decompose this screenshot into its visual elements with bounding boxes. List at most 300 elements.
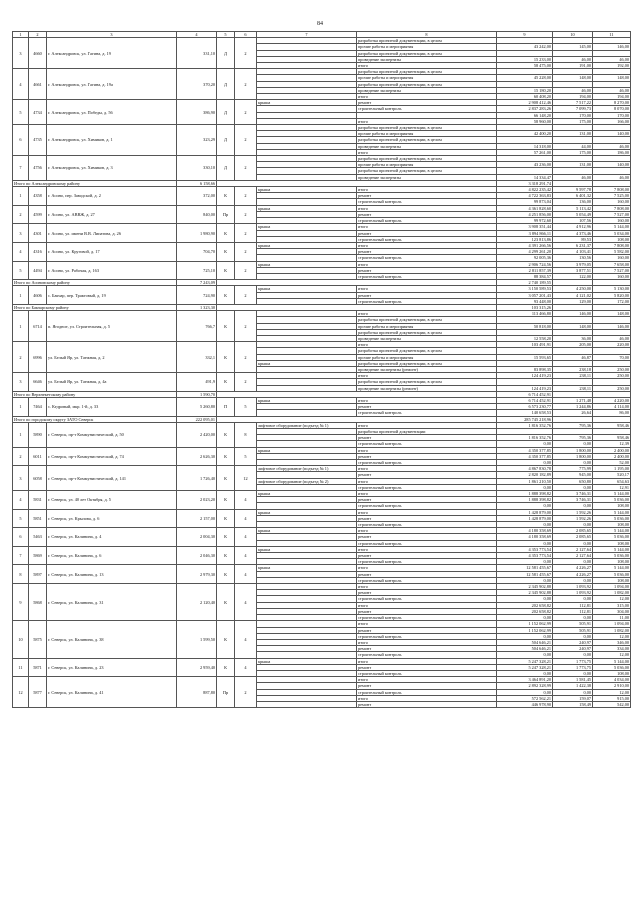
- floor-count: 2: [235, 311, 257, 342]
- work-type: итого: [357, 478, 497, 484]
- cost-value: 93 448,00: [497, 298, 553, 304]
- unit-cost-value: 1 093,92: [553, 584, 593, 590]
- work-element: крыша: [257, 528, 357, 534]
- cost-value: 4 722 363,83: [497, 193, 553, 199]
- wall-material: Пр: [217, 205, 235, 224]
- limit-cost-value: 12,91: [593, 484, 631, 490]
- cost-value: 0,00: [497, 503, 553, 509]
- work-type: итого: [357, 466, 497, 472]
- limit-cost-value: 170,00: [593, 112, 631, 118]
- limit-cost-value: 5 820,00: [593, 292, 631, 298]
- limit-cost-value: 108,00: [593, 503, 631, 509]
- unit-cost-value: 0,00: [553, 503, 593, 509]
- work-type: строительный контроль: [357, 273, 497, 279]
- limit-cost-value: 4 114,00: [593, 404, 631, 410]
- floor-count: 4: [235, 509, 257, 528]
- unit-cost-value: 1 800,00: [553, 453, 593, 459]
- cost-value: 4 180 358,69: [497, 528, 553, 534]
- house-address: ул. Белый Яр, ул. Таежная, д. 4а: [47, 373, 177, 392]
- unit-cost-value: 9 597,78: [553, 187, 593, 193]
- limit-cost-value: 160,00: [593, 255, 631, 261]
- limit-cost-value: 148,00: [593, 75, 631, 81]
- house-area: 2 004,30: [177, 528, 217, 547]
- unit-cost-value: 0,00: [553, 577, 593, 583]
- cost-value: 2 820 182,89: [497, 472, 553, 478]
- floor-count: 2: [235, 205, 257, 224]
- table-body: [13, 32, 631, 708]
- cost-value: 0,00: [497, 559, 553, 565]
- limit-cost-value: 12,00: [593, 689, 631, 695]
- house-address: с. Кедровый, мкр. 1-й, д. 33: [47, 397, 177, 416]
- house-id: 5890: [29, 422, 47, 447]
- work-type: ремонт: [357, 553, 497, 559]
- unit-cost-value: 4 912,96: [553, 224, 593, 230]
- limit-cost-value: 148,00: [593, 311, 631, 317]
- work-type: строительный контроль: [357, 596, 497, 602]
- unit-cost-value: 238,11: [553, 385, 593, 391]
- house-area: 2 046,30: [177, 546, 217, 565]
- wall-material: К: [217, 528, 235, 547]
- floor-count: 2: [235, 125, 257, 156]
- cost-value: 124 419,23: [497, 385, 553, 391]
- row-number: 9: [13, 584, 29, 621]
- work-element: крыша: [257, 447, 357, 453]
- work-type: ремонт: [357, 571, 497, 577]
- work-element: крыша: [257, 100, 357, 106]
- house-id: 6996: [29, 342, 47, 373]
- subtotal-cost: 103 315,26: [497, 304, 553, 310]
- limit-cost-value: 5 144,00: [593, 509, 631, 515]
- work-type: ремонт: [357, 453, 497, 459]
- limit-cost-value: 160,00: [593, 199, 631, 205]
- house-id: 4316: [29, 242, 47, 261]
- row-number: 3: [13, 38, 29, 69]
- house-address: г. Александровск, ул. Гагина, д. 19: [47, 38, 177, 69]
- unit-cost-value: 136,00: [553, 199, 593, 205]
- wall-material: К: [217, 286, 235, 305]
- work-type: ремонт: [357, 664, 497, 670]
- wall-material: К: [217, 187, 235, 206]
- unit-cost-value: 205,00: [553, 342, 593, 348]
- row-number: 3: [13, 373, 29, 392]
- cost-value: 3 150 589,53: [497, 286, 553, 292]
- cost-value: 446 978,90: [497, 701, 553, 707]
- work-type: итого: [357, 422, 497, 428]
- cost-value: 1 888 398,82: [497, 491, 553, 497]
- work-type: строительный контроль: [357, 218, 497, 224]
- house-id: 5869: [29, 546, 47, 565]
- house-area: 491,9: [177, 373, 217, 392]
- cost-value: 2 345 902,88: [497, 584, 553, 590]
- cost-value: 4 299 261,20: [497, 249, 553, 255]
- unit-cost-value: 5 054,49: [553, 211, 593, 217]
- work-element: крыша: [257, 205, 357, 211]
- cost-value: 6 573 230,77: [497, 404, 553, 410]
- col-header: 8: [357, 32, 497, 38]
- wall-material: Пр: [217, 677, 235, 708]
- work-type: итого: [357, 695, 497, 701]
- cost-value: 14 318,00: [497, 143, 553, 149]
- work-type: строительный контроль: [357, 689, 497, 695]
- house-area: 330,10: [177, 156, 217, 181]
- cost-value: 42 400,20: [497, 131, 553, 137]
- col-header: 4: [177, 32, 217, 38]
- cost-value: 2 811 857,39: [497, 267, 553, 273]
- cost-value: 5 247 328,21: [497, 658, 553, 664]
- cost-value: 4 391 266,56: [497, 242, 553, 248]
- limit-cost-value: 12,00: [593, 652, 631, 658]
- house-address: п. Ягодное, ул. Строительная, д. 5: [47, 311, 177, 342]
- work-type: итого: [357, 224, 497, 230]
- unit-cost-value: 26,64: [553, 410, 593, 416]
- wall-material: Д: [217, 125, 235, 156]
- work-type: ремонт: [357, 701, 497, 707]
- wall-material: К: [217, 491, 235, 510]
- work-type: прочие работы и мероприятия: [357, 323, 497, 329]
- house-id: 5871: [29, 658, 47, 677]
- work-type: итого: [357, 311, 497, 317]
- limit-cost-value: 250,00: [593, 373, 631, 379]
- house-id: 5831: [29, 491, 47, 510]
- unit-cost-value: 240,97: [553, 639, 593, 645]
- unit-cost-value: 1 581,45: [553, 677, 593, 683]
- unit-cost-value: 238,11: [553, 373, 593, 379]
- floor-count: 5: [235, 397, 257, 416]
- house-area: 1 726,40: [177, 466, 217, 491]
- cost-value: 15 233,00: [497, 56, 553, 62]
- house-address: г. Асино, ул. Круговой, д. 17: [47, 242, 177, 261]
- floor-count: 2: [235, 100, 257, 125]
- work-type: итого: [357, 342, 497, 348]
- cost-value: 14 334,47: [497, 174, 553, 180]
- work-type: разработка проектной документации, в целом: [357, 168, 497, 174]
- work-type: итого: [357, 447, 497, 453]
- limit-cost-value: 52,00: [593, 460, 631, 466]
- floor-count: 2: [235, 342, 257, 373]
- work-type: ремонт: [357, 267, 497, 273]
- work-element: крыша: [257, 242, 357, 248]
- house-address: г. Северск, ул. Крылова, д. 6: [47, 509, 177, 528]
- work-element: крыша: [257, 491, 357, 497]
- house-area: 887,80: [177, 677, 217, 708]
- wall-material: Д: [217, 100, 235, 125]
- limit-cost-value: 5 034,00: [593, 230, 631, 236]
- house-id: 5875: [29, 621, 47, 658]
- unit-cost-value: 4 250,00: [553, 286, 593, 292]
- limit-cost-value: 186,00: [593, 149, 631, 155]
- unit-cost-value: 505,91: [553, 627, 593, 633]
- unit-cost-value: 2 127,64: [553, 553, 593, 559]
- wall-material: К: [217, 373, 235, 392]
- work-type: итого: [357, 94, 497, 100]
- work-type: ремонт: [357, 230, 497, 236]
- limit-cost-value: 140,00: [593, 162, 631, 168]
- cost-value: 4 353 773,54: [497, 553, 553, 559]
- work-type: разработка проектной документации, в целом: [357, 317, 497, 323]
- house-id: 4606: [29, 286, 47, 305]
- cost-value: 15 180,20: [497, 87, 553, 93]
- limit-cost-value: 5 036,00: [593, 664, 631, 670]
- col-header: 6: [235, 32, 257, 38]
- unit-cost-value: 191,00: [553, 63, 593, 69]
- cost-value: 504 646,21: [497, 646, 553, 652]
- house-area: 840,00: [177, 205, 217, 224]
- work-type: разработка проектной документации, в целом: [357, 38, 497, 44]
- unit-cost-value: 145,00: [553, 44, 593, 50]
- subtotal-label: Итого по Бакчарскому району: [13, 304, 177, 310]
- work-element: крыша: [257, 658, 357, 664]
- cost-value: 83 898,35: [497, 366, 553, 372]
- col-header: 10: [553, 32, 593, 38]
- cost-value: 0,00: [497, 615, 553, 621]
- house-address: г. Северск, пр-т Коммунистический, д. 141: [47, 466, 177, 491]
- wall-material: К: [217, 546, 235, 565]
- unit-cost-value: 4 121,02: [553, 292, 593, 298]
- row-number: 4: [13, 242, 29, 261]
- cost-value: 0,00: [497, 484, 553, 490]
- work-type: ремонт: [357, 627, 497, 633]
- wall-material: К: [217, 447, 235, 466]
- work-type: разработка проектной документации, в целом: [357, 50, 497, 56]
- work-type: строительный контроль: [357, 410, 497, 416]
- cost-value: 103 491,91: [497, 342, 553, 348]
- floor-count: 12: [235, 466, 257, 491]
- cost-value: 113 466,80: [497, 311, 553, 317]
- house-address: г. Асино, пер. Заводской, д. 2: [47, 187, 177, 206]
- work-type: разработка проектной документации, в целом: [357, 348, 497, 354]
- work-type: итого: [357, 584, 497, 590]
- work-type: ремонт: [357, 100, 497, 106]
- cost-value: 58 960,00: [497, 118, 553, 124]
- cost-value: 4 361 828,60: [497, 205, 553, 211]
- work-type: итого: [357, 528, 497, 534]
- unit-cost-value: 0,00: [553, 460, 593, 466]
- row-number: 4: [13, 69, 29, 100]
- wall-material: К: [217, 584, 235, 621]
- unit-cost-value: 0,00: [553, 670, 593, 676]
- limit-cost-value: 315,00: [593, 602, 631, 608]
- row-number: 2: [13, 447, 29, 466]
- house-area: 331,10: [177, 38, 217, 69]
- house-address: г. Северск, ул. Калинина, д. 13: [47, 565, 177, 584]
- work-type: разработка проектной документации, в целом: [357, 81, 497, 87]
- unit-cost-value: 4 226,27: [553, 571, 593, 577]
- subtotal-cost: 3 318 291,74: [497, 180, 553, 186]
- work-type: итого: [357, 658, 497, 664]
- limit-cost-value: 346,00: [593, 639, 631, 645]
- work-type: ремонт: [357, 515, 497, 521]
- cost-value: 0,00: [497, 670, 553, 676]
- unit-cost-value: 5 113,42: [553, 205, 593, 211]
- limit-cost-value: 5 144,00: [593, 546, 631, 552]
- unit-cost-value: 3 746,31: [553, 491, 593, 497]
- unit-cost-value: 0,00: [553, 633, 593, 639]
- work-type: ремонт: [357, 193, 497, 199]
- row-number: 10: [13, 621, 29, 658]
- table-row: [13, 422, 631, 428]
- unit-cost-value: 46,00: [553, 174, 593, 180]
- cost-value: 1 152 062,99: [497, 627, 553, 633]
- floor-count: 2: [235, 224, 257, 243]
- house-area: 370,20: [177, 69, 217, 100]
- cost-value: 2 908 412,46: [497, 100, 553, 106]
- limit-cost-value: 5 144,00: [593, 224, 631, 230]
- work-type: итого: [357, 677, 497, 683]
- limit-cost-value: 46,00: [593, 143, 631, 149]
- cost-value: 45 228,00: [497, 75, 553, 81]
- unit-cost-value: 3 979,05: [553, 261, 593, 267]
- work-type: итого: [357, 205, 497, 211]
- cost-value: 0,00: [497, 596, 553, 602]
- work-element: крыша: [257, 360, 357, 366]
- cost-value: 50 818,00: [497, 323, 553, 329]
- limit-cost-value: 5 144,00: [593, 565, 631, 571]
- floor-count: 8: [235, 422, 257, 447]
- house-area: 1 599,50: [177, 621, 217, 658]
- subtotal-cost: 6 714 452,91: [497, 391, 553, 397]
- limit-cost-value: 146,00: [593, 44, 631, 50]
- wall-material: К: [217, 422, 235, 447]
- unit-cost-value: 238,18: [553, 366, 593, 372]
- cost-value: 572 562,21: [497, 695, 553, 701]
- limit-cost-value: 5 036,00: [593, 571, 631, 577]
- unit-cost-value: 0,00: [553, 559, 593, 565]
- work-type: проведение экспертизы (ремонт): [357, 366, 497, 372]
- unit-cost-value: 3 877,51: [553, 267, 593, 273]
- house-address: г. Северск, ул. Калинина, д. 6: [47, 546, 177, 565]
- col-header: 2: [29, 32, 47, 38]
- limit-cost-value: 250,00: [593, 385, 631, 391]
- unit-cost-value: 146,00: [553, 311, 593, 317]
- unit-cost-value: 112,81: [553, 602, 593, 608]
- row-number: 2: [13, 342, 29, 373]
- work-element: лифтовое оборудование (подъезд № 1): [257, 422, 357, 428]
- limit-cost-value: 1 082,00: [593, 627, 631, 633]
- work-type: строительный контроль: [357, 577, 497, 583]
- cost-value: 0,00: [497, 652, 553, 658]
- limit-cost-value: 192,00: [593, 63, 631, 69]
- work-type: прочие работы и мероприятия: [357, 131, 497, 137]
- work-type: итого: [357, 602, 497, 608]
- floor-count: 5: [235, 447, 257, 466]
- work-type: итого: [357, 63, 497, 69]
- work-type: ремонт: [357, 211, 497, 217]
- work-type: проведение экспертизы: [357, 87, 497, 93]
- limit-cost-value: 7 525,00: [593, 193, 631, 199]
- cost-value: 0,00: [497, 689, 553, 695]
- house-address: г. Александровск, ул. Гагина, д. 19а: [47, 69, 177, 100]
- limit-cost-value: 5 036,00: [593, 534, 631, 540]
- unit-cost-value: 148,00: [553, 75, 593, 81]
- limit-cost-value: 1 094,00: [593, 584, 631, 590]
- house-area: 1 980,90: [177, 224, 217, 243]
- house-address: г. Северск, пр-т Коммунистический, д. 74: [47, 447, 177, 466]
- work-type: итого: [357, 149, 497, 155]
- limit-cost-value: 12,39: [593, 441, 631, 447]
- cost-value: 3 464 891,20: [497, 677, 553, 683]
- limit-cost-value: 194,00: [593, 94, 631, 100]
- work-type: строительный контроль: [357, 633, 497, 639]
- limit-cost-value: 108,00: [593, 577, 631, 583]
- work-type: разработка проектной документации, в целом: [357, 360, 497, 366]
- limit-cost-value: 5 036,00: [593, 497, 631, 503]
- cost-value: 15 593,65: [497, 354, 553, 360]
- work-type: проведение экспертизы: [357, 143, 497, 149]
- wall-material: П: [217, 397, 235, 416]
- work-type: строительный контроль: [357, 652, 497, 658]
- work-type: строительный контроль: [357, 540, 497, 546]
- cost-value: 99 972,60: [497, 218, 553, 224]
- limit-cost-value: 8 270,00: [593, 100, 631, 106]
- unit-cost-value: 46,00: [553, 56, 593, 62]
- limit-cost-value: 11,00: [593, 615, 631, 621]
- row-number: 3: [13, 224, 29, 243]
- house-id: 5897: [29, 565, 47, 584]
- house-area: 704,70: [177, 242, 217, 261]
- work-type: проведение экспертизы: [357, 335, 497, 341]
- house-area: 2 420,00: [177, 422, 217, 447]
- unit-cost-value: 4 226,27: [553, 565, 593, 571]
- cost-value: 3 894 866,11: [497, 230, 553, 236]
- work-type: ремонт: [357, 472, 497, 478]
- limit-cost-value: 46,00: [593, 56, 631, 62]
- cost-value: 1 428 879,00: [497, 509, 553, 515]
- row-number: 3: [13, 466, 29, 491]
- limit-cost-value: 7 808,00: [593, 205, 631, 211]
- house-address: г. Северск, ул. Калинина, д. 41: [47, 677, 177, 708]
- floor-count: 4: [235, 658, 257, 677]
- work-type: ремонт: [357, 404, 497, 410]
- cost-value: 0,00: [497, 577, 553, 583]
- row-number: 1: [13, 286, 29, 305]
- row-number: 12: [13, 677, 29, 708]
- limit-cost-value: 542,00: [593, 701, 631, 707]
- house-area: 2 959,40: [177, 658, 217, 677]
- work-type: прочие работы и мероприятия: [357, 44, 497, 50]
- cost-value: 99 873,04: [497, 199, 553, 205]
- floor-count: 4: [235, 621, 257, 658]
- cost-value: 57 261,00: [497, 149, 553, 155]
- unit-cost-value: 175,00: [553, 149, 593, 155]
- house-id: 7464: [29, 397, 47, 416]
- limit-cost-value: 140,00: [593, 131, 631, 137]
- row-number: 11: [13, 658, 29, 677]
- row-number: 7: [13, 546, 29, 565]
- wall-material: К: [217, 342, 235, 373]
- house-area: 2 157,00: [177, 509, 217, 528]
- cost-value: 12 558,20: [497, 335, 553, 341]
- house-address: г. Александровск, ул. Победы, д. 56: [47, 100, 177, 125]
- house-id: 4661: [29, 69, 47, 100]
- col-header: 5: [217, 32, 235, 38]
- work-type: строительный контроль: [357, 298, 497, 304]
- work-type: итого: [357, 397, 497, 403]
- unit-cost-value: 795,36: [553, 422, 593, 428]
- limit-cost-value: 108,00: [593, 236, 631, 242]
- house-address: г. Асино, ул. Рабочая, д. 163: [47, 261, 177, 280]
- limit-cost-value: 7 658,00: [593, 261, 631, 267]
- work-element: [257, 701, 357, 707]
- work-element: лифтовое оборудование (подъезд № 1): [257, 466, 357, 472]
- unit-cost-value: 1 093,92: [553, 590, 593, 596]
- work-element: крыша: [257, 224, 357, 230]
- cost-value: 4 822 235,42: [497, 187, 553, 193]
- work-type: строительный контроль: [357, 460, 497, 466]
- unit-cost-value: 775,99: [553, 466, 593, 472]
- cost-value: 1 816 352,76: [497, 422, 553, 428]
- work-type: строительный контроль: [357, 199, 497, 205]
- row-number: 1: [13, 187, 29, 206]
